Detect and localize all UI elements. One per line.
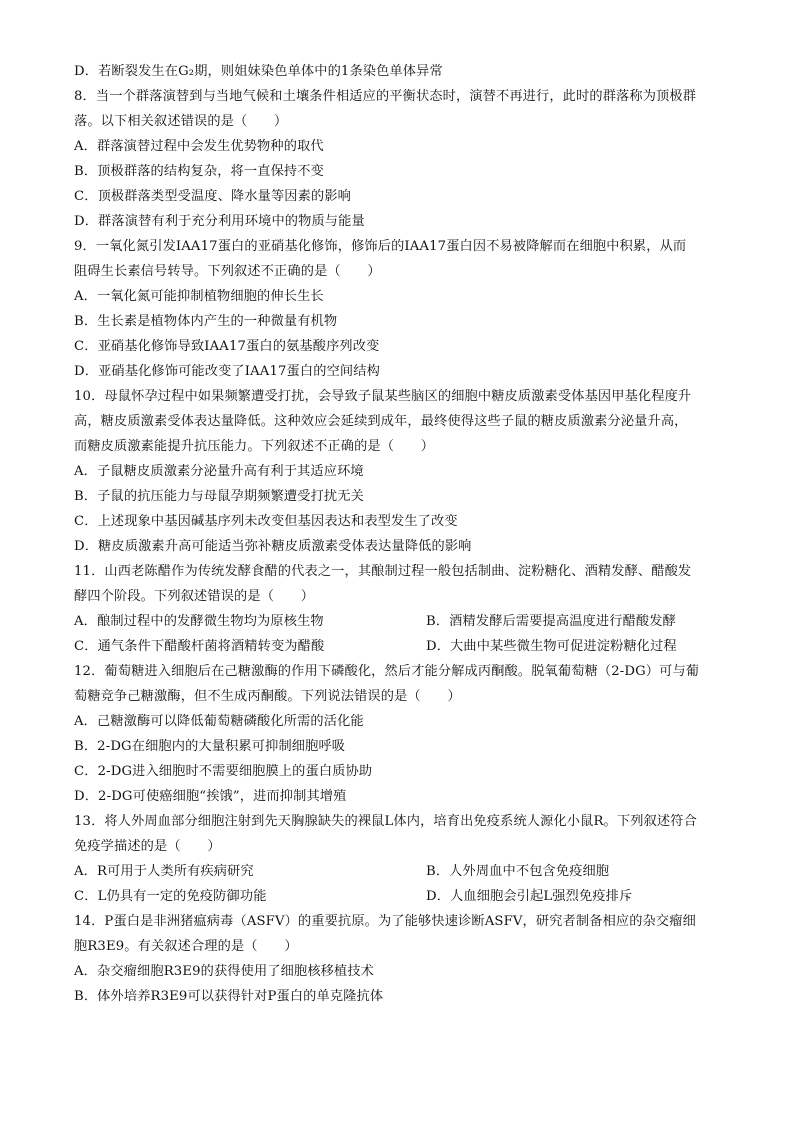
q12-option-d: D．2-DG可使癌细胞“挨饿”，进而抑制其增殖 [74, 789, 347, 804]
q11-options-cd [74, 638, 724, 656]
q14-stem-line-2: 胞R3E9。有关叙述合理的是（ ） [74, 939, 298, 954]
q12-stem-line-1: 12．葡萄糖进入细胞后在己糖激酶的作用下磷酸化，然后才能分解成丙酮酸。脱氧葡萄糖（2-DG）可与葡 [74, 664, 700, 679]
q11-option-a: A．酿制过程中的发酵微生物均为原核生物 [74, 614, 324, 629]
q10-stem-line-1: 10．母鼠怀孕过程中如果频繁遭受打扰，会导致子鼠某些脑区的细胞中糖皮质激素受体基因甲基化程度升 [74, 389, 692, 404]
q8-option-b: B．顶极群落的结构复杂，将一直保持不变 [74, 164, 324, 179]
q13-stem-line-2: 免疫学描述的是（ ） [74, 839, 221, 854]
q10-stem-line-3: 而糖皮质激素能提升抗压能力。下列叙述不正确的是（ ） [74, 439, 435, 454]
q12-option-c: C．2-DG进入细胞时不需要细胞膜上的蛋白质协助 [74, 764, 373, 779]
q14-stem-line-1: 14．P蛋白是非洲猪瘟病毒（ASFV）的重要抗原。为了能够快速诊断ASFV，研究者制备相应的杂交瘤细 [74, 914, 696, 929]
q9-stem-line-2: 阻碍生长素信号转导。下列叙述不正确的是（ ） [74, 264, 381, 279]
q8-option-d: D．群落演替有利于充分利用环境中的物质与能量 [74, 214, 365, 229]
q12-stem-line-2: 萄糖竞争己糖激酶，但不生成丙酮酸。下列说法错误的是（ ） [74, 689, 461, 704]
q13-option-c: C．L仍具有一定的免疫防御功能 [74, 889, 267, 904]
q8-stem-line-2: 落。以下相关叙述错误的是（ ） [74, 114, 288, 129]
q11-options-ab [74, 613, 724, 631]
q11-option-b: B．酒精发酵后需要提高温度进行醋酸发酵 [426, 614, 676, 629]
q8-stem-line-1: 8．当一个群落演替到与当地气候和土壤条件相适应的平衡状态时，演替不再进行，此时的群落称为顶极群 [74, 89, 697, 104]
q11-option-d: D．大曲中某些微生物可促进淀粉糖化过程 [426, 639, 677, 654]
q10-option-c: C．上述现象中基因碱基序列未改变但基因表达和表型发生了改变 [74, 514, 458, 529]
q14-option-a: A．杂交瘤细胞R3E9的获得使用了细胞核移植技术 [74, 964, 375, 979]
q12-option-a: A．己糖激酶可以降低葡萄糖磷酸化所需的活化能 [74, 714, 364, 729]
q9-option-a: A．一氧化氮可能抑制植物细胞的伸长生长 [74, 289, 324, 304]
q13-option-b: B．人外周血中不包含免疫细胞 [426, 864, 610, 879]
q13-options-ab [74, 863, 724, 881]
q14-option-b: B．体外培养R3E9可以获得针对P蛋白的单克隆抗体 [74, 989, 384, 1004]
q13-option-a: A．R可用于人类所有疾病研究 [74, 864, 254, 879]
q10-option-d: D．糖皮质激素升高可能适当弥补糖皮质激素受体表达量降低的影响 [74, 539, 472, 554]
q10-option-b: B．子鼠的抗压能力与母鼠孕期频繁遭受打扰无关 [74, 489, 364, 504]
q12-option-b: B．2-DG在细胞内的大量积累可抑制细胞呼吸 [74, 739, 346, 754]
q11-option-c: C．通气条件下醋酸杆菌将酒精转变为醋酸 [74, 639, 325, 654]
q13-stem-line-1: 13．将人外周血部分细胞注射到先天胸腺缺失的裸鼠L体内，培育出免疫系统人源化小鼠R。下列叙述符合 [74, 814, 697, 829]
q9-option-c: C．亚硝基化修饰导致IAA17蛋白的氨基酸序列改变 [74, 339, 380, 354]
q13-option-d: D．人血细胞会引起L强烈免疫排斥 [426, 889, 633, 904]
q9-stem-line-1: 9．一氧化氮引发IAA17蛋白的亚硝基化修饰，修饰后的IAA17蛋白因不易被降解而在细胞中积累，从而 [74, 239, 687, 254]
q11-stem-line-2: 酵四个阶段。下列叙述错误的是（ ） [74, 589, 315, 604]
q10-stem-line-2: 高，糖皮质激素受体表达量降低。这种效应会延续到成年，最终使得这些子鼠的糖皮质激素分泌量升高， [74, 414, 688, 429]
q10-option-a: A．子鼠糖皮质激素分泌量升高有利于其适应环境 [74, 464, 364, 479]
q7-option-d: D．若断裂发生在G₂期，则姐妹染色单体中的1条染色单体异常 [74, 64, 443, 79]
q13-options-cd [74, 888, 724, 906]
q8-option-a: A．群落演替过程中会发生优势物种的取代 [74, 139, 324, 154]
q8-option-c: C．顶极群落类型受温度、降水量等因素的影响 [74, 189, 351, 204]
q9-option-b: B．生长素是植物体内产生的一种微量有机物 [74, 314, 338, 329]
q11-stem-line-1: 11．山西老陈醋作为传统发酵食醋的代表之一，其酿制过程一般包括制曲、淀粉糖化、酒精发酵、醋酸发 [74, 564, 692, 579]
q9-option-d: D．亚硝基化修饰可能改变了IAA17蛋白的空间结构 [74, 364, 380, 379]
